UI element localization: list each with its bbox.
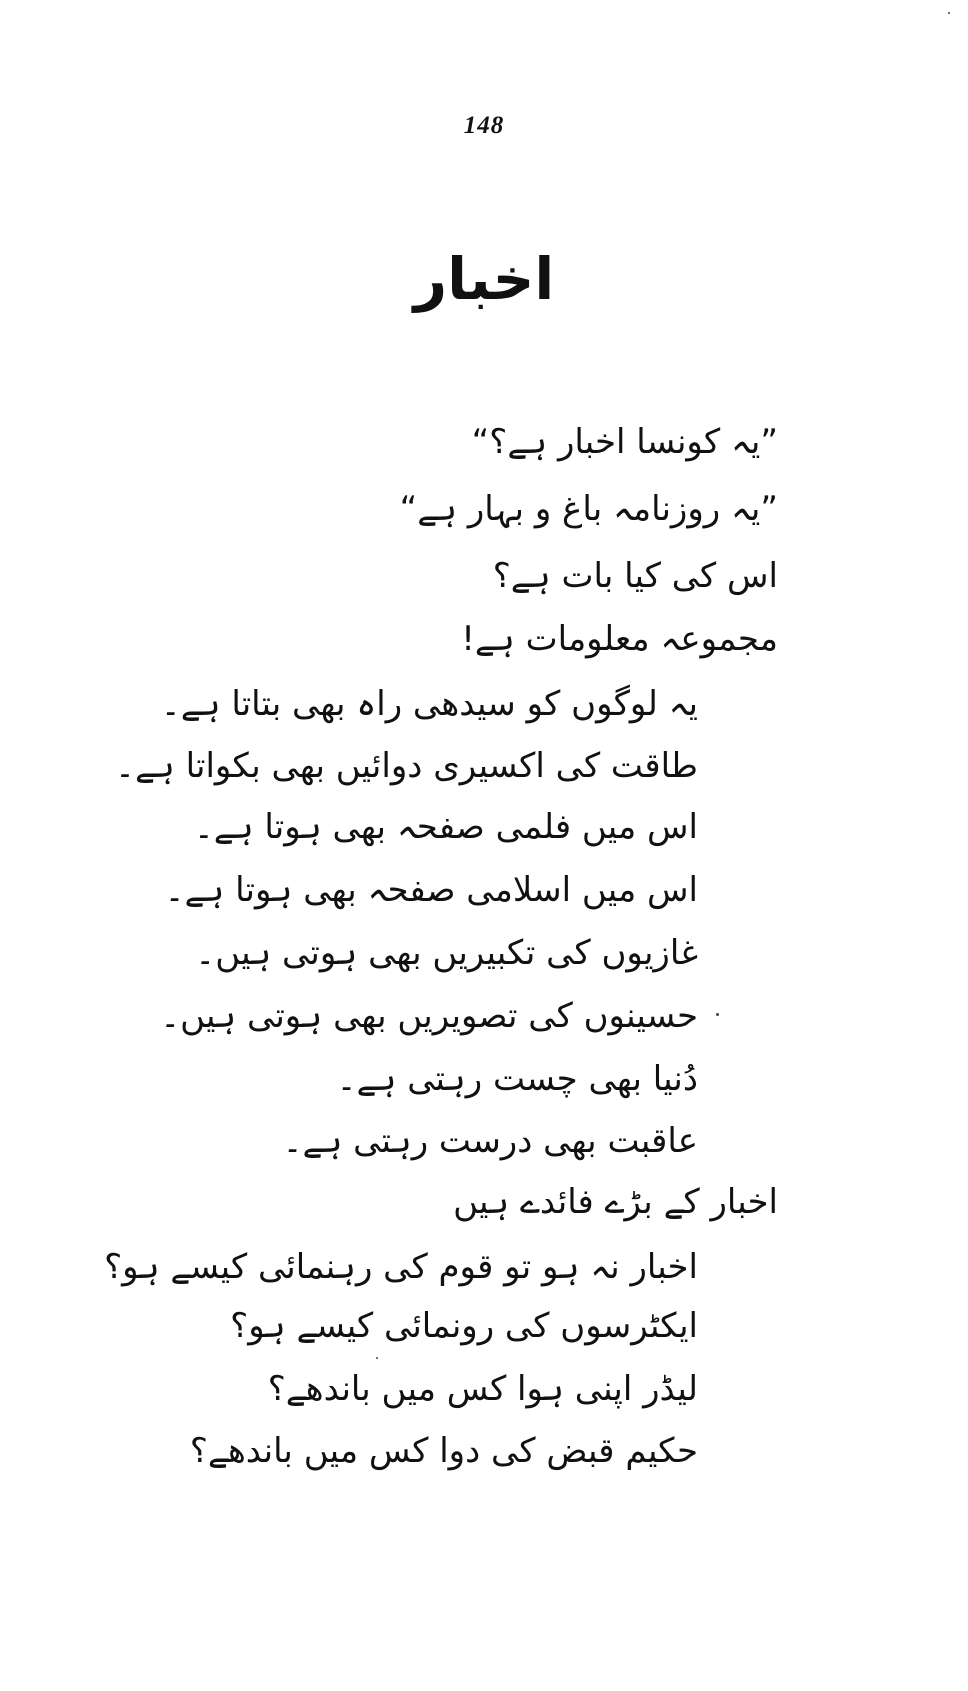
verse-line: مجموعہ معلومات ہے! [461,619,778,659]
verse-line: حسینوں کی تصویریں بھی ہوتی ہیں۔ [160,996,698,1036]
verse-line: یہ لوگوں کو سیدھی راہ بھی بتاتا ہے۔ [160,684,698,724]
verse-line: حکیم قبض کی دوا کس میں باندھے؟ [189,1431,698,1471]
verse-line: لیڈر اپنی ہوا کس میں باندھے؟ [267,1369,698,1409]
verse-line: ”یہ روزنامہ باغ و بہار ہے“ [399,489,778,529]
scan-speck [948,12,950,14]
verse-line: اخبار کے بڑے فائدے ہیں [453,1182,778,1222]
verse-line: ایکٹرسوں کی رونمائی کیسے ہو؟ [230,1306,698,1346]
verse-line: اس کی کیا بات ہے؟ [492,556,778,596]
verse-line: طاقت کی اکسیری دوائیں بھی بکواتا ہے۔ [115,746,698,786]
verse-line: اخبار نہ ہو تو قوم کی رہنمائی کیسے ہو؟ [104,1247,698,1287]
verse-line: اس میں اسلامی صفحہ بھی ہوتا ہے۔ [164,870,698,910]
scan-speck [376,1357,378,1359]
verse-line: عاقبت بھی درست رہتی ہے۔ [282,1121,698,1161]
poem-title: اخبار [413,245,555,313]
page-number: 148 [463,112,505,139]
verse-line: غازیوں کی تکبیریں بھی ہوتی ہیں۔ [195,933,698,973]
verse-line: دُنیا بھی چست رہتی ہے۔ [336,1059,698,1099]
verse-line: اس میں فلمی صفحہ بھی ہوتا ہے۔ [193,807,698,847]
verse-line: ”یہ کونسا اخبار ہے؟“ [471,422,778,462]
scan-speck [716,1013,719,1016]
